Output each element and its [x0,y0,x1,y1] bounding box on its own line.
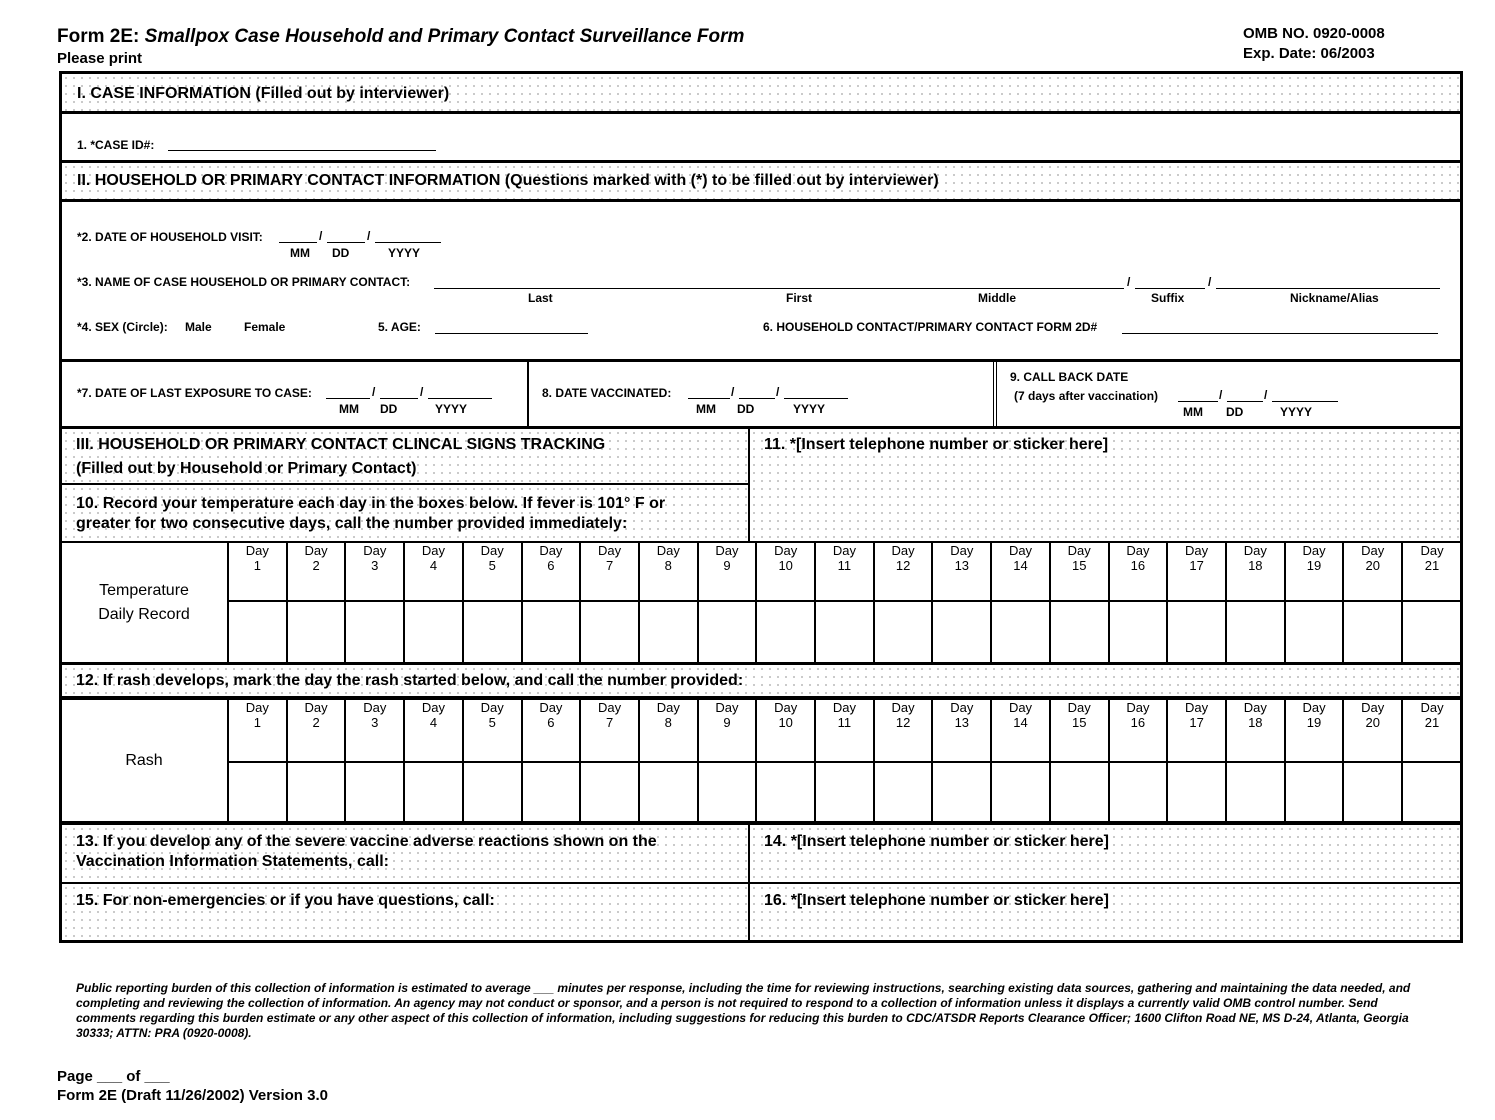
day-number: 10 [778,715,793,730]
case-id-row [62,111,1460,160]
rash-day-input-4[interactable] [404,762,463,822]
q3-suffix-field[interactable] [1135,288,1205,289]
q3-name-field[interactable] [434,288,1124,289]
day-number: 10 [778,558,793,573]
q2-slash1: / [319,229,323,243]
temperature-day-header-9 [698,542,757,601]
name-nickname-caption: Nickname/Alias [1290,291,1379,305]
day-number: 9 [723,558,731,573]
exp-date: Exp. Date: 06/2003 [1243,45,1375,62]
q8-slash2: / [776,385,780,399]
page-count: Page ___ of ___ [57,1068,170,1085]
rash-day-header-9 [698,699,757,762]
q13-text-2: Vaccination Information Statements, call: [76,853,389,870]
day-word: Day [1420,543,1444,558]
day-word: Day [774,543,798,558]
temperature-day-input-2[interactable] [287,601,346,663]
rash-input-row [61,762,1461,822]
q10-text-2: greater for two consecutive days, call the number provided immediately: [76,515,628,532]
temperature-input-row [61,601,1461,663]
rash-day-header-6 [522,699,581,762]
q6-form-field[interactable] [1122,333,1438,334]
temperature-day-header-3 [345,542,404,601]
temperature-day-header-21 [1402,542,1461,601]
form-label: Form 2E: [57,26,140,47]
day-word: Day [774,700,798,715]
q13-row [62,822,1460,882]
day-number: 1 [253,715,261,730]
please-print: Please print [57,50,143,67]
temperature-day-header-16 [1109,542,1168,601]
day-number: 17 [1189,558,1204,573]
temperature-day-input-7[interactable] [580,601,639,663]
temperature-day-input-6[interactable] [522,601,581,663]
rash-day-header-16 [1109,699,1168,762]
day-number: 11 [837,558,852,573]
q9-mm-caption: MM [1183,405,1203,419]
temperature-day-input-11[interactable] [815,601,874,663]
rash-day-input-9[interactable] [698,762,757,822]
divider [527,362,529,426]
q2-dd-caption: DD [332,246,350,260]
rash-label [61,699,228,822]
temperature-day-header-8 [639,542,698,601]
q8-yyyy-caption: YYYY [793,402,826,416]
day-number: 21 [1424,715,1440,730]
temperature-day-input-14[interactable] [991,601,1050,663]
day-word: Day [656,700,680,715]
q2-dd-field[interactable] [327,242,365,243]
q8-dd-caption: DD [737,402,755,416]
temperature-day-header-10 [756,542,815,601]
rash-day-header-4 [404,699,463,762]
day-number: 9 [723,715,731,730]
rash-grid [61,698,1461,823]
rash-day-input-5[interactable] [463,762,522,822]
day-word: Day [1185,543,1209,558]
q5-age-field[interactable] [435,333,588,334]
temperature-day-input-13[interactable] [932,601,991,663]
name-middle-caption: Middle [978,291,1016,305]
day-number: 12 [895,715,911,730]
q13-text-1: 13. If you develop any of the severe vaccine adverse reactions shown on the [76,833,657,850]
day-number: 7 [605,715,614,730]
day-word: Day [363,543,387,558]
q7-dd-caption: DD [380,402,398,416]
day-word: Day [245,700,269,715]
day-word: Day [950,543,974,558]
day-number: 15 [1071,715,1087,730]
form-version: Form 2E (Draft 11/26/2002) Version 3.0 [57,1087,328,1104]
day-word: Day [891,700,915,715]
rash-day-header-19 [1285,699,1344,762]
day-number: 7 [605,558,614,573]
day-word: Day [1420,700,1444,715]
temperature-grid [61,541,1461,664]
rash-day-input-3[interactable] [345,762,404,822]
day-number: 14 [1013,715,1028,730]
temperature-day-header-6 [522,542,581,601]
day-word: Day [1008,543,1033,558]
day-word: Day [1243,700,1267,715]
form-name: Smallpox Case Household and Primary Contact Surveillance Form [144,26,745,47]
burden-statement: Public reporting burden of this collection of information is estimated to average ___ minutes per response, including the time for reviewing instructions, searching existing data sources, gathering and maintaining the data needed, and completing and reviewing the collection of information. An agency may not conduct or sponsor, and a person is not required to respond to a collection of information unless it displays a currently valid OMB control number. Send comments regarding this burden estimate or any other aspect of this collection of information, including suggestions for reducing this burden to CDC/ATSDR Reports Clearance Officer; 1600 Clifton Road NE, MS D-24, Atlanta, Georgia 30333; ATTN: PRA (0920-0008). [76,981,1411,1040]
day-word: Day [1067,700,1091,715]
name-first-caption: First [786,291,813,305]
q8-yyyy-field[interactable] [784,398,848,399]
temperature-day-input-8[interactable] [639,601,698,663]
q10-text-1: 10. Record your temperature each day in the boxes below. If fever is 101° F or [76,495,666,512]
day-word: Day [1243,543,1267,558]
rash-day-input-6[interactable] [522,762,581,822]
day-word: Day [1126,543,1150,558]
day-word: Day [539,700,563,715]
q11-text: 11. *[Insert telephone number or sticker here] [764,436,1109,453]
day-number: 17 [1189,715,1204,730]
q9-yyyy-caption: YYYY [1280,405,1313,419]
temperature-day-input-12[interactable] [874,601,933,663]
q3-nickname-field[interactable] [1216,288,1440,289]
temperature-label [61,542,228,663]
q9-mm-field[interactable] [1178,401,1218,402]
name-suffix-caption: Suffix [1151,291,1185,305]
rash-day-input-14[interactable] [991,762,1050,822]
rash-day-input-12[interactable] [874,762,933,822]
day-word: Day [1008,700,1033,715]
temperature-day-input-3[interactable] [345,601,404,663]
rash-day-header-10 [756,699,815,762]
q8-mm-field[interactable] [688,398,730,399]
temperature-day-header-11 [815,542,874,601]
section3-subtitle: (Filled out by Household or Primary Contact) [76,460,417,477]
rash-day-header-21 [1402,699,1461,762]
day-number: 5 [488,715,496,730]
day-word: Day [304,543,328,558]
q3-slash1: / [1127,275,1131,289]
rash-day-input-21[interactable] [1402,762,1461,822]
day-word: Day [539,543,563,558]
day-word: Day [1361,700,1385,715]
q9-dd-caption: DD [1226,405,1244,419]
q8-slash1: / [731,385,735,399]
rash-day-header-7 [580,699,639,762]
rash-day-input-13[interactable] [932,762,991,822]
q16-divider [748,884,750,940]
temperature-label-1: Temperature [99,581,189,599]
day-number: 18 [1248,715,1263,730]
temperature-day-header-1 [228,542,287,601]
day-number: 6 [547,558,555,573]
rash-day-input-20[interactable] [1343,762,1402,822]
rash-day-input-18[interactable] [1226,762,1285,822]
temperature-day-header-2 [287,542,346,601]
q10-divider [62,483,748,485]
q2-yyyy-field[interactable] [375,242,441,243]
q2-yyyy-caption: YYYY [388,246,421,260]
q4-female[interactable]: Female [244,320,286,334]
temperature-day-header-5 [463,542,522,601]
q7-yyyy-field[interactable] [428,398,492,399]
q8-label: 8. DATE VACCINATED: [542,386,672,400]
day-number: 20 [1365,715,1380,730]
temperature-day-header-14 [991,542,1050,601]
q11-divider [748,429,750,541]
rash-day-input-10[interactable] [756,762,815,822]
day-number: 5 [488,558,496,573]
rash-day-input-11[interactable] [815,762,874,822]
rash-day-header-15 [1050,699,1109,762]
day-number: 15 [1071,558,1087,573]
day-word: Day [480,700,504,715]
temperature-day-header-18 [1226,542,1285,601]
rash-day-header-18 [1226,699,1285,762]
day-number: 2 [312,715,320,730]
temperature-day-header-19 [1285,542,1344,601]
day-word: Day [1361,543,1385,558]
case-id-field[interactable] [168,150,436,151]
section1-title: I. CASE INFORMATION (Filled out by interviewer) [77,85,450,102]
temperature-day-header-12 [874,542,933,601]
section2-header [62,160,1460,199]
day-number: 8 [664,715,672,730]
q8-dd-field[interactable] [739,398,775,399]
temperature-label-2: Daily Record [98,605,190,623]
temperature-day-header-15 [1050,542,1109,601]
rash-day-header-3 [345,699,404,762]
day-word: Day [1302,700,1326,715]
day-word: Day [950,700,974,715]
day-number: 18 [1248,558,1263,573]
temperature-day-header-13 [932,542,991,601]
day-word: Day [656,543,680,558]
q3-label: *3. NAME OF CASE HOUSEHOLD OR PRIMARY CONTACT: [77,275,411,289]
section1-header [62,74,1460,111]
temperature-day-input-15[interactable] [1050,601,1109,663]
q7-mm-field[interactable] [326,398,370,399]
q14-text: 14. *[Insert telephone number or sticker here] [764,833,1109,850]
day-word: Day [598,543,622,558]
omb-number: OMB NO. 0920-0008 [1243,25,1385,42]
rash-day-header-11 [815,699,874,762]
q2-slash2: / [367,229,371,243]
rash-day-input-7[interactable] [580,762,639,822]
rash-day-header-17 [1167,699,1226,762]
day-number: 20 [1365,558,1380,573]
q7-slash1: / [372,385,376,399]
q12-row [62,662,1460,699]
dates-row [62,359,1460,426]
temperature-day-input-18[interactable] [1226,601,1285,663]
q9-slash1: / [1219,388,1223,402]
day-number: 14 [1013,558,1028,573]
temperature-day-header-7 [580,542,639,601]
temperature-day-input-17[interactable] [1167,601,1226,663]
q2-label: *2. DATE OF HOUSEHOLD VISIT: [77,230,263,244]
day-word: Day [363,700,387,715]
day-number: 4 [429,715,438,730]
temperature-day-header-20 [1343,542,1402,601]
temperature-header-row [61,542,1461,601]
day-number: 21 [1424,558,1440,573]
day-number: 6 [547,715,555,730]
day-word: Day [832,543,856,558]
day-word: Day [715,700,739,715]
q7-dd-field[interactable] [380,398,418,399]
q9-dd-field[interactable] [1227,401,1263,402]
day-word: Day [715,543,739,558]
day-number: 12 [895,558,911,573]
day-word: Day [1126,700,1150,715]
temperature-day-input-5[interactable] [463,601,522,663]
day-number: 19 [1306,715,1322,730]
day-number: 16 [1130,558,1146,573]
q12-text: 12. If rash develops, mark the day the rash started below, and call the number provided: [76,672,744,689]
temperature-day-input-10[interactable] [756,601,815,663]
day-number: 2 [312,558,320,573]
day-number: 13 [954,558,970,573]
day-number: 4 [429,558,438,573]
day-word: Day [891,543,915,558]
section3-header [62,426,1460,541]
q5-label: 5. AGE: [378,320,421,334]
q2-mm-field[interactable] [279,242,317,243]
q14-divider [748,825,750,882]
day-word: Day [421,700,446,715]
q9-slash2: / [1264,388,1268,402]
day-number: 8 [664,558,672,573]
rash-day-input-8[interactable] [639,762,698,822]
temperature-day-input-9[interactable] [698,601,757,663]
rash-day-input-19[interactable] [1285,762,1344,822]
q7-slash2: / [420,385,424,399]
rash-day-header-12 [874,699,933,762]
q16-text: 16. *[Insert telephone number or sticker here] [764,892,1109,909]
day-word: Day [832,700,856,715]
q7-mm-caption: MM [339,402,359,416]
day-word: Day [1302,543,1326,558]
q2-mm-caption: MM [290,246,310,260]
temperature-day-header-4 [404,542,463,601]
q15-row [62,882,1460,940]
day-number: 3 [371,715,379,730]
rash-day-header-5 [463,699,522,762]
rash-day-input-15[interactable] [1050,762,1109,822]
form-title [57,26,744,48]
rash-day-header-2 [287,699,346,762]
day-word: Day [1067,543,1091,558]
rash-day-header-1 [228,699,287,762]
q9-label: 9. CALL BACK DATE [1010,370,1129,384]
q15-text: 15. For non-emergencies or if you have questions, call: [76,892,495,909]
omb-block [1243,24,1385,64]
q9-sub: (7 days after vaccination) [1014,389,1159,403]
rash-day-header-20 [1343,699,1402,762]
day-number: 19 [1306,558,1322,573]
q6-label: 6. HOUSEHOLD CONTACT/PRIMARY CONTACT FORM 2D# [763,320,1098,334]
rash-day-input-1[interactable] [228,762,287,822]
rash-header-row [61,699,1461,762]
temperature-day-input-19[interactable] [1285,601,1344,663]
day-word: Day [1185,700,1209,715]
day-word: Day [304,700,328,715]
rash-label-text: Rash [125,751,163,769]
q7-yyyy-caption: YYYY [435,402,468,416]
rash-day-input-16[interactable] [1109,762,1168,822]
day-word: Day [245,543,269,558]
q9-yyyy-field[interactable] [1272,401,1338,402]
q4-label: *4. SEX (Circle): [77,320,168,334]
day-number: 3 [371,558,379,573]
day-word: Day [421,543,446,558]
day-number: 13 [954,715,970,730]
rash-day-header-14 [991,699,1050,762]
day-word: Day [598,700,622,715]
rash-day-input-2[interactable] [287,762,346,822]
day-number: 1 [253,558,261,573]
q8-mm-caption: MM [696,402,716,416]
temperature-day-header-17 [1167,542,1226,601]
case-id-label: 1. *CASE ID#: [77,138,155,152]
day-number: 16 [1130,715,1146,730]
temperature-day-input-4[interactable] [404,601,463,663]
temperature-day-input-1[interactable] [228,601,287,663]
section3-title: III. HOUSEHOLD OR PRIMARY CONTACT CLINCAL SIGNS TRACKING [76,436,606,453]
rash-day-header-8 [639,699,698,762]
temperature-day-input-20[interactable] [1343,601,1402,663]
section2-body [62,199,1460,359]
temperature-day-input-21[interactable] [1402,601,1461,663]
section2-title: II. HOUSEHOLD OR PRIMARY CONTACT INFORMATION (Questions marked with (*) to be filled out by interviewer) [77,172,939,189]
rash-day-input-17[interactable] [1167,762,1226,822]
divider-2 [993,362,997,426]
q4-male[interactable]: Male [185,320,212,334]
day-number: 11 [837,715,852,730]
day-word: Day [480,543,504,558]
q3-slash2: / [1208,275,1212,289]
form-frame [59,71,1463,943]
temperature-day-input-16[interactable] [1109,601,1168,663]
rash-day-header-13 [932,699,991,762]
name-last-caption: Last [528,291,553,305]
q7-label: *7. DATE OF LAST EXPOSURE TO CASE: [77,386,312,400]
